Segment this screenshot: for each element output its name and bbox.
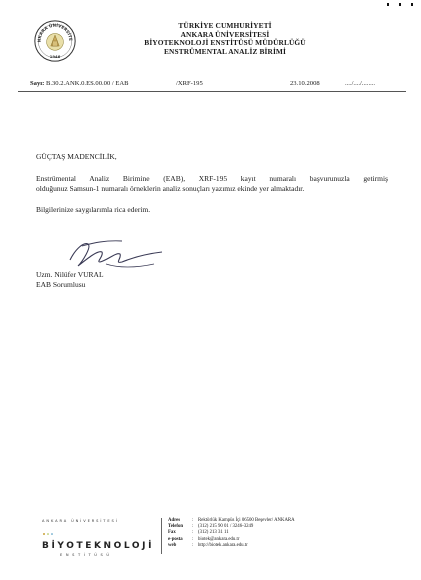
contact-email[interactable]: e-posta : biotek@ankara.edu.tr (168, 536, 240, 542)
footer-university-line: ANKARA ÜNİVERSİTESİ (42, 519, 119, 523)
letterhead-title-block (120, 22, 330, 56)
contact-web[interactable]: web : http://biotek.ankara.edu.tr (168, 542, 248, 548)
contact-address: Adres : Rektörlük Kampüs İçi 06500 Beşevler/ ANKARA (168, 518, 295, 523)
seal-year: 1946 (49, 53, 61, 59)
header-divider (18, 91, 406, 92)
reference-date: 23.10.2008 (290, 80, 320, 87)
letterhead-line-1: TÜRKİYE CUMHURİYETİ (178, 21, 272, 30)
footer-institute-line: ENSTİTÜSÜ (60, 553, 113, 557)
signatory-title: EAB Sorumlusu (36, 280, 86, 290)
reference-code: /XRF-195 (176, 80, 203, 87)
university-seal-logo (34, 20, 76, 62)
footer-contact (168, 518, 295, 549)
body-paragraph-line-1: Enstrümental Analiz Birimine (EAB), XRF-195 kayıt numaralı başvurunuzla getirmiş (36, 174, 388, 183)
footer-divider (161, 518, 162, 554)
corner-marks (385, 2, 415, 8)
letterhead-line-2: ANKARA ÜNİVERSİTESİ (180, 29, 270, 39)
footer-brand: BİYOTEKNOLOJİ (42, 541, 155, 551)
footer-logo (42, 519, 155, 557)
addressee: GÜÇTAŞ MADENCİLİK, (36, 152, 117, 161)
reference-blank-date: ..../..../........ (345, 80, 376, 87)
footer-dots (42, 532, 132, 536)
contact-phone: Telefon : (312) 215 90 01 / 3246-3249 (168, 524, 254, 530)
body-paragraph-line-2: olduğunuz Samsun-1 numaralı örneklerin analiz sonuçları yazımız ekinde yer almaktadır. (36, 184, 305, 194)
sayi-value: B.30.2.ANK.0.ES.00.00 / EAB (45, 80, 129, 87)
handwritten-signature (62, 238, 172, 274)
letterhead-line-4: ENSTRÜMENTAL ANALİZ BİRİMİ (164, 46, 286, 56)
signatory-name: Uzm. Nilüfer VURAL (36, 270, 104, 279)
contact-fax: Fax : (312) 213 31 11 (168, 530, 229, 536)
seal-text: NKARA ÜNİVERSİTE (36, 22, 74, 43)
sayi-label: Sayı: (30, 80, 45, 87)
letterhead-line-3: BİYOTEKNOLOJİ ENSTİTÜSÜ MÜDÜRLÜĞÜ (144, 38, 306, 48)
body-paragraph (36, 174, 388, 195)
closing-line: Bilgilerinize saygılarımla rica ederim. (36, 205, 151, 214)
reference-number (30, 80, 129, 87)
signatory-block (36, 270, 104, 291)
